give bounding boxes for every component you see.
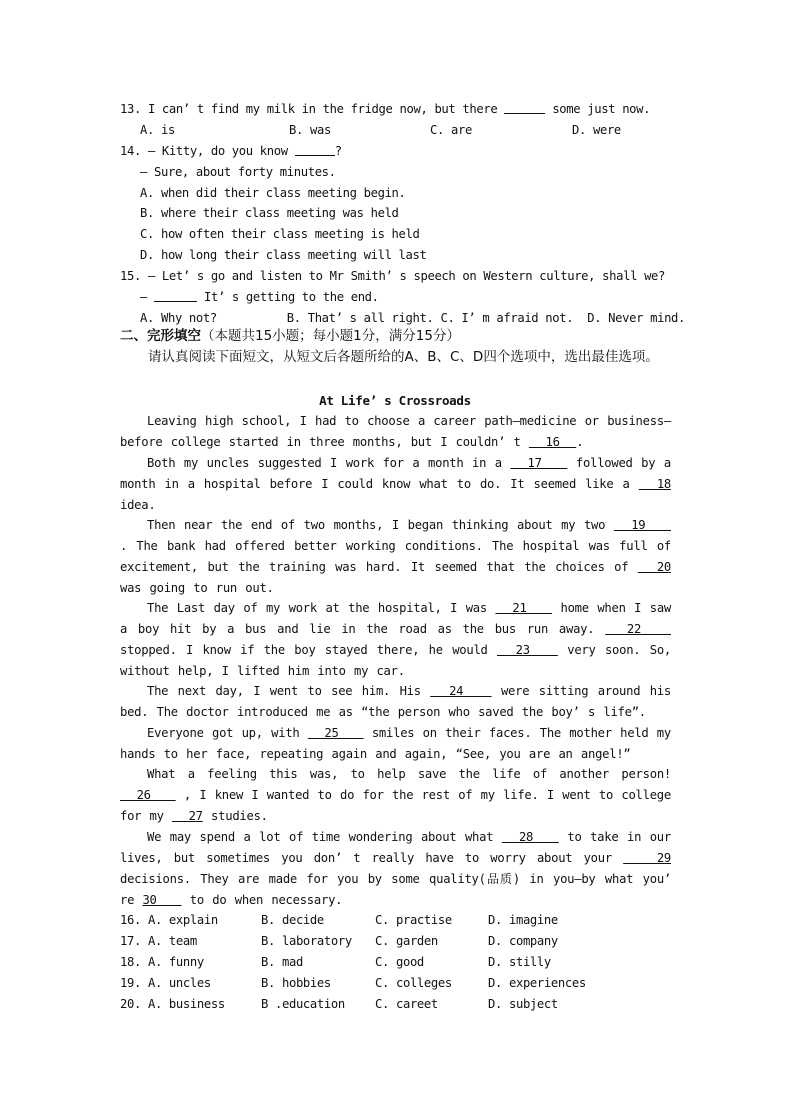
q13-stem-end: some just now. xyxy=(545,102,651,116)
blank-19: 19 xyxy=(613,518,671,532)
q14-reply: — Sure, about forty minutes. xyxy=(140,165,336,179)
passage-paragraph-6 xyxy=(120,723,671,765)
q20-option-c: C. careet xyxy=(375,997,438,1011)
p6-text-b: smiles on their faces. The mother held my hands to her face, repeating again and again, “See, you are an angel!” xyxy=(120,726,671,761)
passage-title: At Life’ s Crossroads xyxy=(319,393,471,408)
p4-text-b: home when I saw a boy hit by a bus and lie in the road as the bus run away. xyxy=(120,601,671,636)
section-2-title: 二、完形填空 xyxy=(120,328,201,344)
q13-stem: 13. I can’ t find my milk in the fridge now, but there xyxy=(120,102,505,116)
q15-options: A. Why not? B. That’ s all right. C. I’ m afraid not. D. Never mind. xyxy=(140,311,686,325)
q20-option-b: B .education xyxy=(261,997,345,1011)
blank-28: 28 xyxy=(501,830,559,844)
passage-paragraph-3 xyxy=(120,515,671,598)
q18-option-b: B. mad xyxy=(261,955,303,969)
blank-18: 18 xyxy=(638,476,671,491)
q16-option-a: 16. A. explain xyxy=(120,913,218,927)
p8-text-b: to take in our lives, but sometimes you don’ t really have to worry about your xyxy=(120,830,671,865)
q14-blank xyxy=(295,143,335,156)
blank-29: 29 xyxy=(623,850,671,865)
blank-24: 24 xyxy=(430,684,492,698)
p3-text-c: was going to run out. xyxy=(120,580,274,595)
q18-option-d: D. stilly xyxy=(488,955,551,969)
p7-text-b: , I knew I wanted to do for the rest of my life. I went to college for my xyxy=(120,787,671,823)
q20-option-a: 20. A. business xyxy=(120,997,225,1011)
q13-option-b: B. was xyxy=(289,123,331,137)
blank-23: 23 xyxy=(496,642,558,657)
q16-option-d: D. imagine xyxy=(488,913,558,927)
q14-stem-end: ? xyxy=(334,144,342,158)
q14-option-a: A. when did their class meeting begin. xyxy=(140,186,406,200)
q19-option-d: D. experiences xyxy=(488,976,586,990)
blank-17: 17 xyxy=(510,456,568,470)
q19-option-c: C. colleges xyxy=(375,976,452,990)
passage-paragraph-5 xyxy=(120,681,671,723)
question-13 xyxy=(120,99,672,120)
blank-27: 27 xyxy=(172,808,203,823)
p6-text-a: Everyone got up, with xyxy=(147,726,308,740)
q15-reply-end: It’ s getting to the end. xyxy=(196,290,379,304)
q14-stem: 14. — Kitty, do you know xyxy=(120,144,295,158)
p8-text-d: to do when necessary. xyxy=(181,892,343,907)
passage-paragraph-8 xyxy=(120,827,671,910)
p2-text-b: followed by a month in a hospital before I could know what to do. It seemed like a xyxy=(120,456,671,491)
passage-paragraph-2 xyxy=(120,453,671,516)
p5-text-a: The next day, I went to see him. His xyxy=(147,684,431,698)
blank-26: 26 xyxy=(120,787,176,802)
p8-text-a: We may spend a lot of time wondering about what xyxy=(147,830,502,844)
blank-22: 22 xyxy=(605,621,671,636)
q15-reply-start: — xyxy=(140,290,154,304)
q17-option-b: B. laboratory xyxy=(261,934,352,948)
q18-option-a: 18. A. funny xyxy=(120,955,204,969)
q19-option-b: B. hobbies xyxy=(261,976,331,990)
p5-text-b: were sitting around his bed. The doctor introduced me as “the person who saved the boy’ s life”. xyxy=(120,684,671,719)
p2-text-a: Both my uncles suggested I work for a month in a xyxy=(147,456,511,470)
p7-text-a: What a feeling this was, to help save the life of another person! xyxy=(147,767,671,781)
q17-option-c: C. garden xyxy=(375,934,438,948)
q18-option-c: C. good xyxy=(375,955,424,969)
q13-option-c: C. are xyxy=(430,123,472,137)
passage-paragraph-7 xyxy=(120,764,671,827)
q13-blank xyxy=(504,101,545,114)
p3-text-a: Then near the end of two months, I began thinking about my two xyxy=(147,518,614,532)
section-2-note: （本题共15小题；每小题1分，满分15分） xyxy=(201,328,460,344)
p8-text-c: decisions. They are made for you by some quality(品质) in you—by what you’ re xyxy=(120,871,671,907)
p4-text-d: very soon. So, without help, I lifted him into my car. xyxy=(120,642,671,678)
q14-option-b: B. where their class meeting was held xyxy=(140,206,399,220)
p4-text-c: stopped. I know if the boy stayed there, he would xyxy=(120,642,497,657)
blank-21: 21 xyxy=(495,601,553,615)
question-15: 15. — Let’ s go and listen to Mr Smith’ s speech on Western culture, shall we? xyxy=(120,269,666,283)
q13-option-a: A. is xyxy=(140,123,175,137)
section-2-instruction: 请认真阅读下面短文，从短文后各题所给的A、B、C、D四个选项中，选出最佳选项。 xyxy=(148,349,659,365)
blank-20: 20 xyxy=(637,559,672,574)
q19-option-a: 19. A. uncles xyxy=(120,976,211,990)
p1-text-b: . xyxy=(576,434,584,449)
q15-blank xyxy=(154,289,197,302)
p1-text-a: Leaving high school, I had to choose a career path—medicine or business—before college started in three months, but I couldn’ t xyxy=(120,414,671,449)
p4-text-a: The Last day of my work at the hospital, I was xyxy=(147,601,496,615)
q16-option-c: C. practise xyxy=(375,913,452,927)
section-2-heading xyxy=(120,326,460,347)
blank-25: 25 xyxy=(307,726,364,740)
blank-30: 30 xyxy=(142,892,182,907)
blank-16: 16 xyxy=(528,434,577,449)
passage-paragraph-4 xyxy=(120,598,671,681)
q20-option-d: D. subject xyxy=(488,997,558,1011)
p7-text-c: studies. xyxy=(202,808,268,823)
q13-option-d: D. were xyxy=(572,123,621,137)
p3-text-b: . The bank had offered better working conditions. The hospital was full of excitement, but the training was hard. It seemed that the choices of xyxy=(120,538,671,574)
q14-option-d: D. how long their class meeting will last xyxy=(140,248,427,262)
question-14 xyxy=(120,141,672,162)
q15-reply xyxy=(140,287,379,308)
q16-option-b: B. decide xyxy=(261,913,324,927)
p2-text-c: idea. xyxy=(120,497,156,512)
q17-option-d: D. company xyxy=(488,934,558,948)
passage-paragraph-1 xyxy=(120,411,671,453)
q14-option-c: C. how often their class meeting is held xyxy=(140,227,420,241)
q17-option-a: 17. A. team xyxy=(120,934,197,948)
